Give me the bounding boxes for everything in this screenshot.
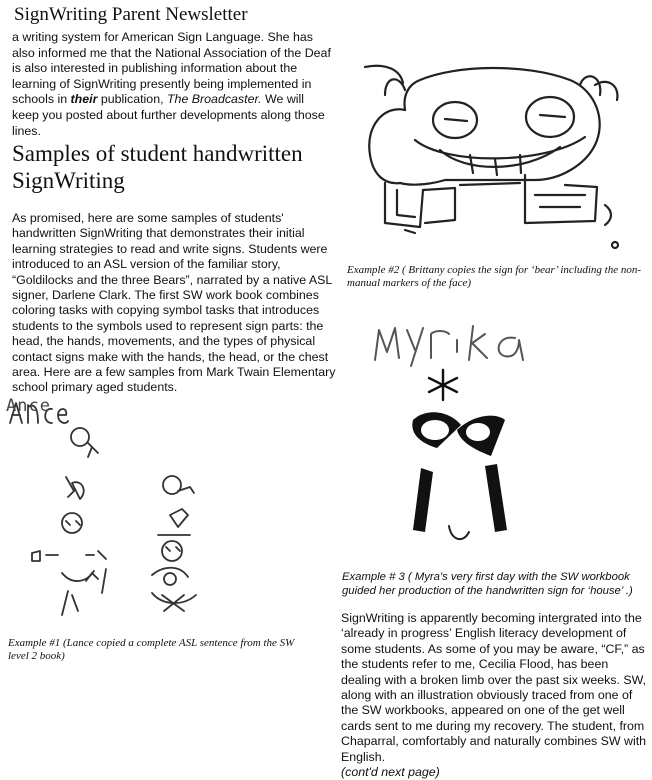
student-name-lance: Ance [6, 396, 51, 416]
integration-text: SignWriting is apparently becoming intergrated into the ‘already in progress’ English literacy development of some students. As some of you may be aware, “CF,” as the students refer to me, Cecilia Flood, has been dealing with a broken limb over the past six weeks. SW, along with an illustration obviously traced from one of the SW workbooks, appeared on one of the get well cards sent to me during my recovery. The student, from Chaparral, comfortably and naturally combines SW with English. [341, 611, 647, 764]
bear-sign-sketch [345, 55, 645, 255]
example-1-caption: Example #1 (Lance copied a complete ASL sentence from the SW level 2 book) [8, 637, 295, 662]
intro-emphasis: their [70, 92, 98, 107]
intro-text-end: We will keep you posted about further developments along those lines. [12, 92, 325, 138]
signwriting-integration-paragraph [341, 611, 647, 780]
section-heading: Samples of student handwritten SignWriting [12, 141, 303, 193]
example-2-caption: Example #2 ( Brittany copies the sign for ‘bear’ including the non-manual markers of the face) [347, 264, 641, 289]
house-sign-sketch [365, 320, 635, 560]
continued-note: (cont'd next page) [341, 765, 440, 780]
intro-text-start: a writing system for American Sign Language. She has also informed me that the National Association of the Deaf is also interested in publishing information about the learning of SignWriting presently being implemented in schools in [12, 30, 331, 107]
publication-name: The Broadcaster. [166, 92, 262, 107]
sentence-sign-sketch [2, 395, 332, 625]
intro-paragraph [12, 30, 334, 139]
intro-text-mid: publication, [97, 92, 167, 107]
newsletter-title: SignWriting Parent Newsletter [14, 4, 248, 25]
example-3-caption: Example # 3 ( Myra's very first day with the SW workbook guided her production of the handwritten sign for ‘house’ .) [342, 571, 633, 597]
body-paragraph: As promised, here are some samples of students' handwritten SignWriting that demonstrates their initial learning strategies to read and write signs. Students were introduced to an ASL version of the familiar story, “Goldilocks and the three Bears”, narrated by a native ASL signer, Darlene Clark. The first SW work book combines coloring tasks with copying symbol tasks that introduces students to the symbols used to represent sign parts: the head, the hands, movements, and the types of physical contact signs make with the hands, the head, or the chest area. Here are a few samples from Mark Twain Elementary school primary aged students. [12, 211, 336, 395]
